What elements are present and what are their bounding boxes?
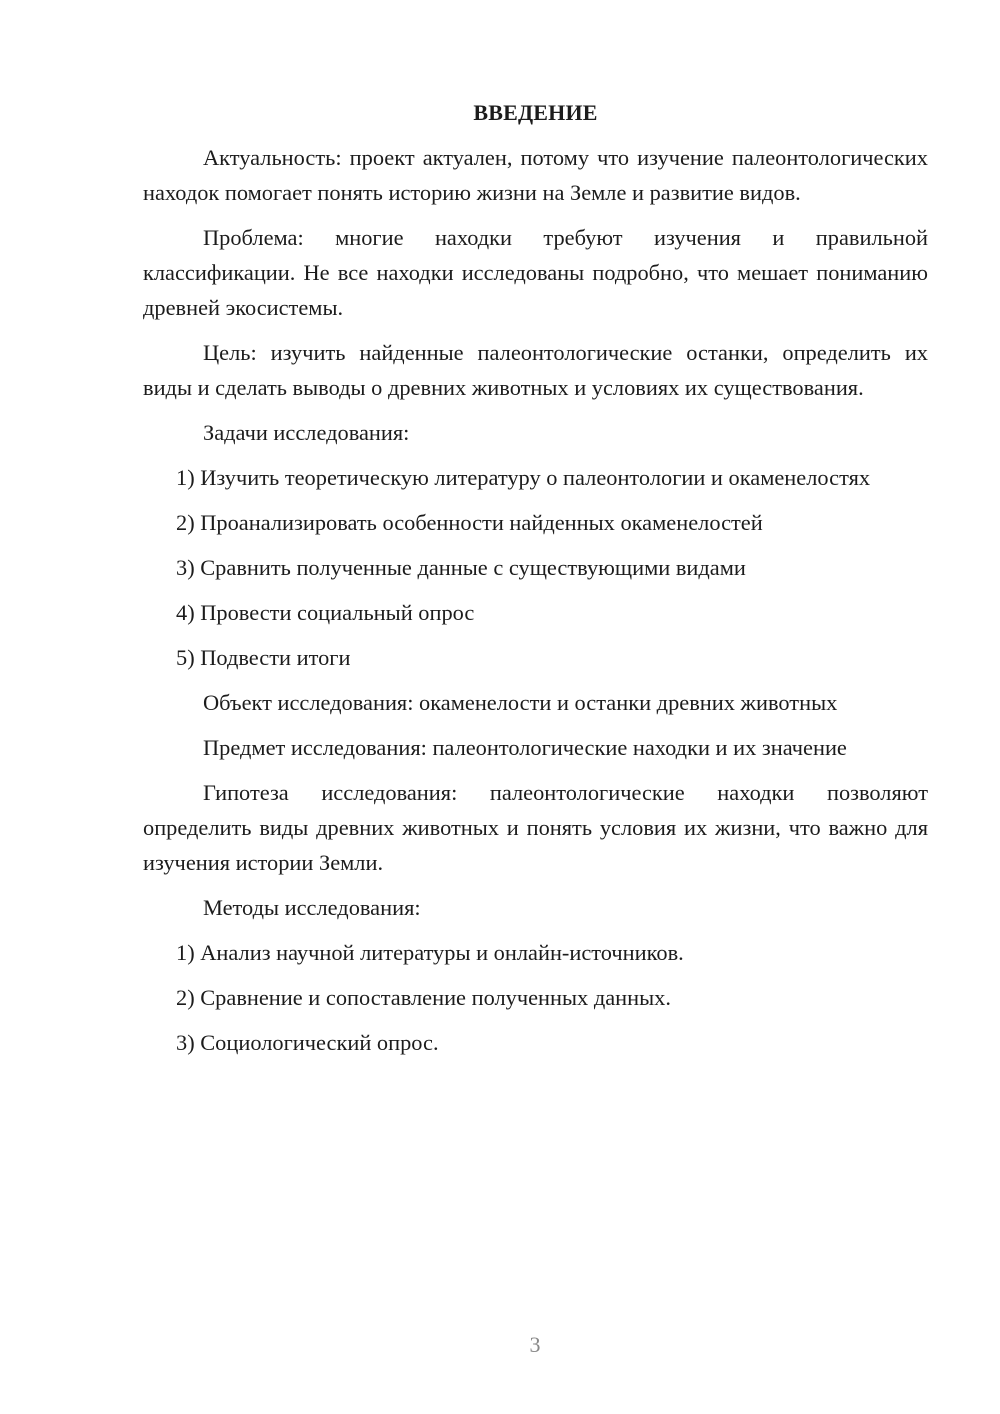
task-item: 4) Провести социальный опрос bbox=[176, 600, 475, 625]
task-item: 1) Изучить теоретическую литературу о палеонтологии и окаменелостях bbox=[176, 465, 871, 490]
document-body bbox=[143, 95, 928, 1070]
subject-paragraph: Предмет исследования: палеонтологические находки и их значение bbox=[203, 735, 847, 760]
problem-paragraph: Проблема: многие находки требуют изучения и правильной классификации. Не все находки исследованы подробно, что мешает пониманию древней экосистемы. bbox=[143, 225, 928, 320]
methods-heading: Методы исследования: bbox=[203, 895, 421, 920]
goal-paragraph: Цель: изучить найденные палеонтологические останки, определить их виды и сделать выводы о древних животных и условиях их существования. bbox=[143, 340, 928, 400]
method-item: 1) Анализ научной литературы и онлайн-источников. bbox=[176, 940, 684, 965]
task-item: 2) Проанализировать особенности найденных окаменелостей bbox=[176, 510, 763, 535]
hypothesis-paragraph: Гипотеза исследования: палеонтологические находки позволяют определить виды древних животных и понять условия их жизни, что важно для изучения истории Земли. bbox=[143, 780, 928, 875]
method-item: 3) Социологический опрос. bbox=[176, 1030, 439, 1055]
object-paragraph: Объект исследования: окаменелости и останки древних животных bbox=[203, 690, 838, 715]
method-item: 2) Сравнение и сопоставление полученных данных. bbox=[176, 985, 671, 1010]
task-item: 3) Сравнить полученные данные с существующими видами bbox=[176, 555, 746, 580]
tasks-heading: Задачи исследования: bbox=[203, 420, 410, 445]
relevance-paragraph: Актуальность: проект актуален, потому что изучение палеонтологических находок помогает понять историю жизни на Земле и развитие видов. bbox=[143, 145, 928, 205]
page-number: 3 bbox=[529, 1332, 541, 1357]
section-title: ВВЕДЕНИЕ bbox=[473, 100, 598, 125]
task-item: 5) Подвести итоги bbox=[176, 645, 351, 670]
